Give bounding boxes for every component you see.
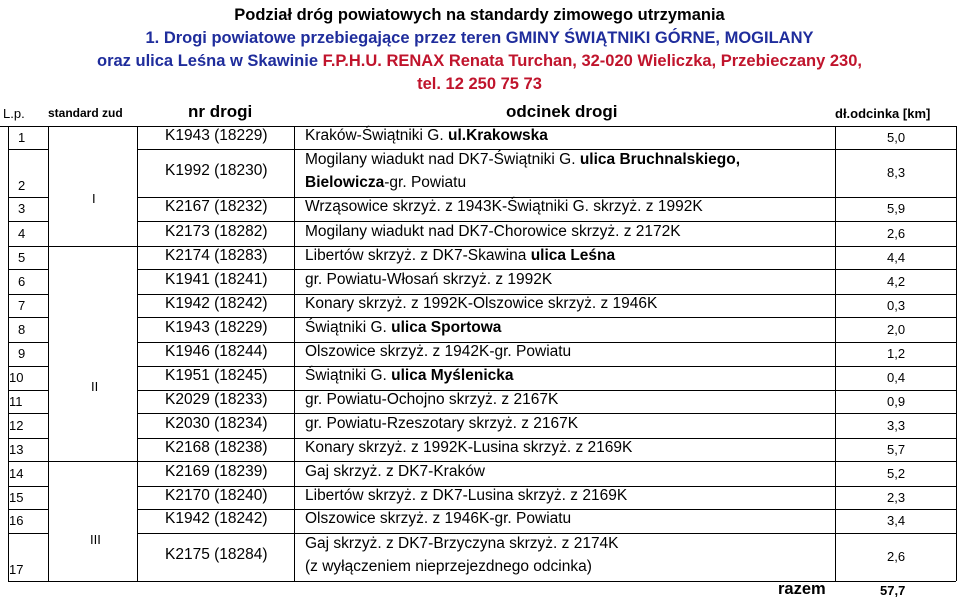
section-length: 3,4 <box>887 513 906 528</box>
standard-category-1: I <box>92 191 96 206</box>
road-number: K1943 (18229) <box>165 318 268 336</box>
section-length: 5,9 <box>887 201 906 216</box>
street-name: ul.Krakowska <box>447 126 548 144</box>
column-divider <box>137 126 138 581</box>
road-section <box>305 198 703 216</box>
road-number: K1941 (18241) <box>165 270 268 288</box>
road-section <box>305 367 513 385</box>
row-number: 15 <box>9 489 24 505</box>
group-divider <box>48 246 137 247</box>
row-number: 9 <box>18 346 26 361</box>
row-divider-lp <box>8 438 48 439</box>
row-divider-lp <box>8 533 48 534</box>
row-divider <box>137 581 956 582</box>
row-divider-lp <box>8 581 48 582</box>
road-section-text: Świątniki G. <box>305 318 392 336</box>
header-standard: standard zud <box>48 106 123 120</box>
road-section <box>305 223 681 241</box>
road-section-text: Libertów skrzyż. z DK7-Skawina <box>305 246 531 264</box>
section-length: 1,2 <box>887 346 906 361</box>
row-divider-lp <box>8 366 48 367</box>
column-divider <box>294 126 295 581</box>
row-divider-lp <box>8 509 48 510</box>
section-length: 3,3 <box>887 417 906 433</box>
road-section <box>305 343 571 361</box>
road-section-text: Mogilany wiadukt nad DK7-Chorowice skrzyż. z 2172K <box>305 222 681 240</box>
row-divider-lp <box>8 413 48 414</box>
row-number: 4 <box>18 225 26 241</box>
row-divider-lp <box>8 294 48 295</box>
row-number: 1 <box>18 129 26 145</box>
road-section-text: (z wyłączeniem nieprzejezdnego odcinka) <box>305 558 592 575</box>
title-line-3 <box>0 50 959 73</box>
row-divider-lp <box>8 246 48 247</box>
row-divider-lp <box>8 221 48 222</box>
road-number: K1992 (18230) <box>165 162 268 179</box>
row-divider-lp <box>8 342 48 343</box>
title-line-1: Podział dróg powiatowych na standardy zimowego utrzymania <box>234 6 725 24</box>
title-line-2: 1. Drogi powiatowe przebiegające przez teren GMINY ŚWIĄTNIKI GÓRNE, MOGILANY <box>145 29 814 47</box>
road-section-text: Olszowice skrzyż. z 1946K-gr. Powiatu <box>305 510 572 527</box>
street-name: Bielowicza <box>305 174 385 191</box>
road-section <box>305 247 615 265</box>
road-section <box>305 151 740 169</box>
total-label: razem <box>778 580 826 598</box>
group-divider <box>48 461 137 462</box>
section-length: 5,7 <box>887 441 906 457</box>
section-length: 2,0 <box>887 321 906 337</box>
road-section <box>305 439 632 457</box>
road-number: K2174 (18283) <box>165 246 268 264</box>
row-divider-lp <box>8 390 48 391</box>
section-length: 0,4 <box>887 370 906 385</box>
road-section <box>305 463 485 481</box>
road-section-line-2 <box>305 558 592 576</box>
road-number: K2029 (18233) <box>165 390 268 408</box>
row-number: 11 <box>9 393 23 409</box>
road-section-text: Mogilany wiadukt nad DK7-Świątniki G. <box>305 151 580 168</box>
road-section <box>305 391 558 409</box>
row-number: 14 <box>9 465 24 481</box>
road-section-text: -gr. Powiatu <box>384 174 467 191</box>
row-divider-lp <box>8 149 48 150</box>
street-name: ulica Myślenicka <box>391 367 514 384</box>
column-divider <box>835 126 836 581</box>
road-section-text: Konary skrzyż. z 1992K-Olszowice skrzyż. z 1946K <box>305 294 658 312</box>
row-number: 5 <box>18 249 26 265</box>
row-number: 12 <box>9 417 24 433</box>
road-section-text: gr. Powiatu-Włosań skrzyż. z 1992K <box>305 270 553 288</box>
road-number: K2167 (18232) <box>165 198 268 215</box>
group-divider <box>48 581 137 582</box>
road-section <box>305 487 627 505</box>
section-length: 2,6 <box>887 225 906 241</box>
section-length: 5,0 <box>887 129 906 145</box>
road-section-text: Gaj skrzyż. z DK7-Kraków <box>305 462 486 480</box>
road-section-line-2 <box>305 174 466 192</box>
road-number: K1943 (18229) <box>165 126 268 144</box>
column-divider <box>956 126 957 581</box>
road-number: K1946 (18244) <box>165 343 268 360</box>
road-section <box>305 319 501 337</box>
row-divider-lp <box>8 461 48 462</box>
road-number: K2168 (18238) <box>165 438 268 456</box>
title-line-3-part-a: oraz ulica Leśna w Skawinie <box>97 52 323 70</box>
road-section <box>305 271 552 289</box>
row-number: 17 <box>9 562 24 577</box>
road-number: K2175 (18284) <box>165 546 268 563</box>
title-line-4: tel. 12 250 75 73 <box>417 75 542 93</box>
section-length: 4,4 <box>887 249 906 265</box>
road-section <box>305 415 578 433</box>
row-number: 7 <box>18 297 26 313</box>
standard-category-3: III <box>90 532 101 547</box>
title-line-3-part-b: F.P.H.U. RENAX Renata Turchan, 32-020 Wieliczka, Przebieczany 230, <box>322 52 862 70</box>
street-name: ulica Sportowa <box>391 318 502 336</box>
road-section-text: gr. Powiatu-Rzeszotary skrzyż. z 2167K <box>305 414 579 432</box>
road-section-text: Kraków-Świątniki G. <box>305 126 448 144</box>
section-length: 8,3 <box>887 165 906 180</box>
section-length: 4,2 <box>887 273 906 289</box>
header-lp: L.p. <box>3 106 25 121</box>
road-section-text: gr. Powiatu-Ochojno skrzyż. z 2167K <box>305 390 559 408</box>
road-section <box>305 127 548 145</box>
road-number: K2169 (18239) <box>165 462 268 480</box>
section-length: 5,2 <box>887 465 906 481</box>
column-divider <box>48 126 49 581</box>
road-section-text: Wrząsowice skrzyż. z 1943K-Świątniki G. skrzyż. z 1992K <box>305 198 703 215</box>
row-number: 6 <box>18 273 26 289</box>
row-number: 10 <box>9 370 24 385</box>
road-section <box>305 295 657 313</box>
road-section-text: Olszowice skrzyż. z 1942K-gr. Powiatu <box>305 343 572 360</box>
section-length: 2,6 <box>887 549 906 564</box>
row-number: 2 <box>18 178 26 193</box>
row-number: 16 <box>9 513 24 528</box>
road-number: K1942 (18242) <box>165 294 268 312</box>
road-section-text: Libertów skrzyż. z DK7-Lusina skrzyż. z 2169K <box>305 486 628 504</box>
road-number: K1951 (18245) <box>165 367 268 384</box>
row-divider <box>137 533 956 534</box>
row-divider-lp <box>8 486 48 487</box>
road-section <box>305 510 571 528</box>
header-section: odcinek drogi <box>506 102 618 121</box>
row-number: 3 <box>18 201 26 216</box>
row-number: 8 <box>18 321 26 337</box>
standard-category-2: II <box>91 379 99 394</box>
row-divider-lp <box>8 269 48 270</box>
road-number: K1942 (18242) <box>165 510 268 527</box>
total-value: 57,7 <box>880 583 906 598</box>
road-section <box>305 535 619 553</box>
row-divider-lp <box>8 317 48 318</box>
row-number: 13 <box>9 441 24 457</box>
section-length: 2,3 <box>887 489 906 505</box>
row-divider <box>137 149 956 150</box>
road-section-text: Konary skrzyż. z 1992K-Lusina skrzyż. z 2169K <box>305 438 633 456</box>
road-section-text: Gaj skrzyż. z DK7-Brzyczyna skrzyż. z 2174K <box>305 535 619 552</box>
section-length: 0,9 <box>887 393 906 409</box>
street-name: ulica Bruchnalskiego, <box>579 151 741 168</box>
road-number: K2170 (18240) <box>165 486 268 504</box>
road-section-text: Świątniki G. <box>305 367 392 384</box>
header-length: dł.odcinka [km] <box>835 106 931 121</box>
section-length: 0,3 <box>887 297 906 313</box>
road-number: K2030 (18234) <box>165 414 268 432</box>
road-number: K2173 (18282) <box>165 222 268 240</box>
street-name: ulica Leśna <box>530 246 616 264</box>
row-divider-lp <box>8 197 48 198</box>
header-road: nr drogi <box>188 102 253 121</box>
